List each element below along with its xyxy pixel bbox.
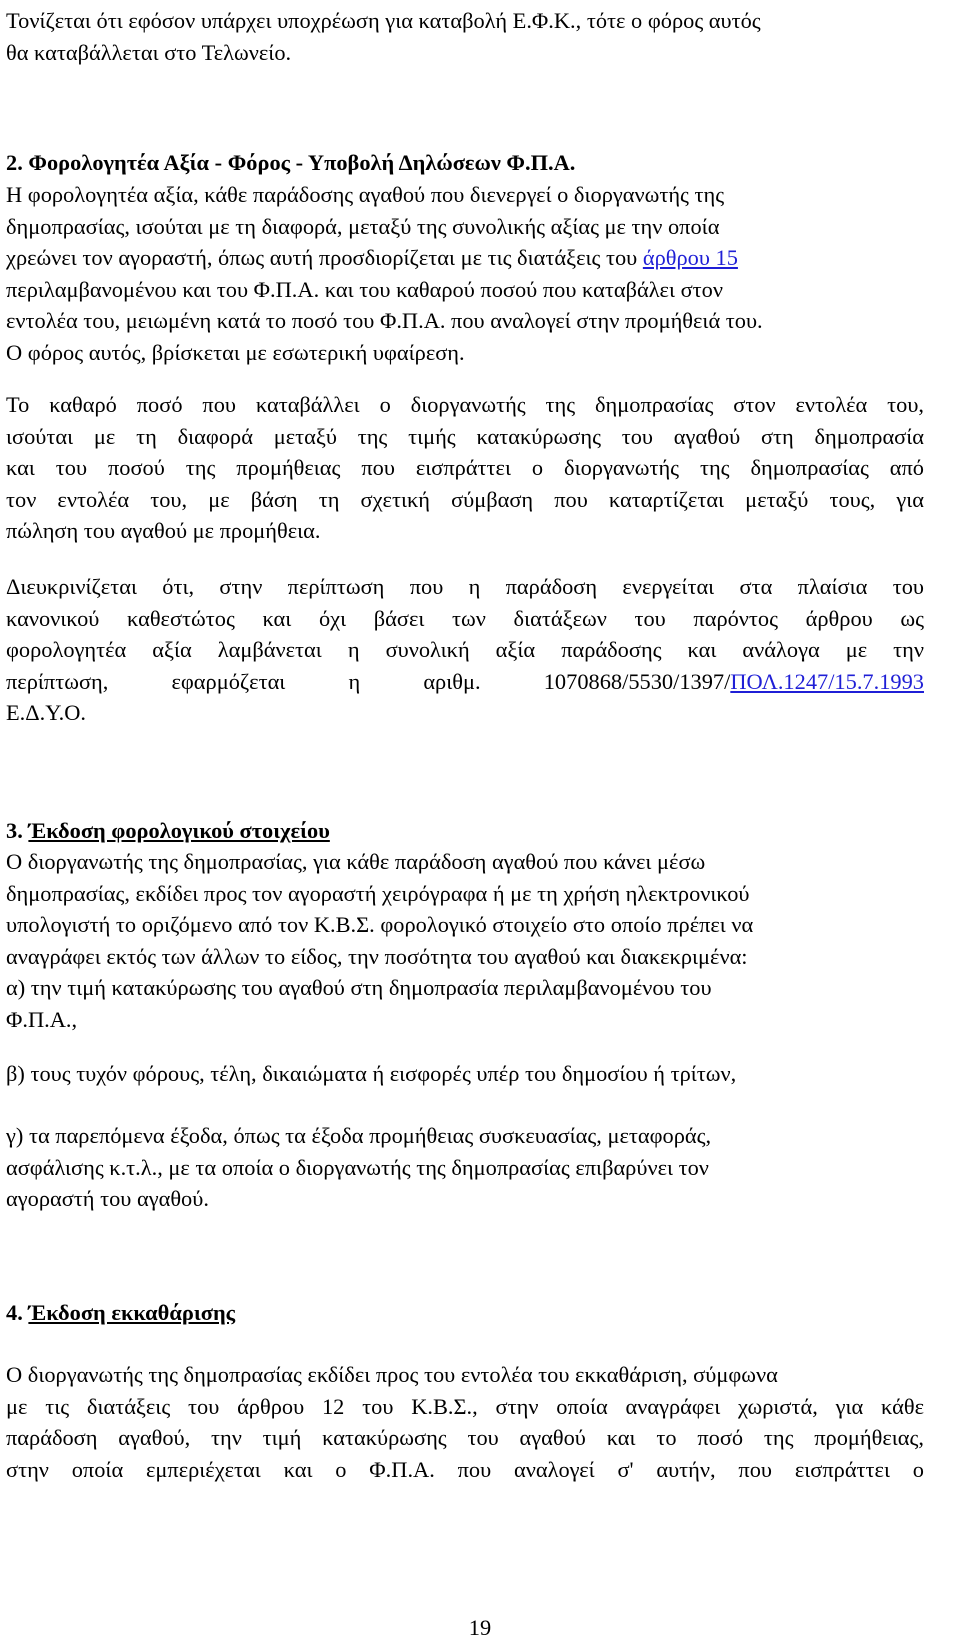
text-line: υπολογιστή το οριζόμενο από τον Κ.Β.Σ. φορολογικό στοιχείο στο οποίο πρέπει να (6, 912, 754, 937)
text-line: εντολέα του, μειωμένη κατά το ποσό του Φ.Π.Α. που αναλογεί στην προμήθειά του. (6, 308, 763, 333)
text-line: τον εντολέα του, με βάση τη σχετική σύμβαση που καταρτίζεται μεταξύ τους, για (6, 486, 924, 512)
page-number: 19 (468, 1615, 492, 1640)
text-line: δημοπρασίας, εκδίδει προς τον αγοραστή χειρόγραφα ή με τη χρήση ηλεκτρονικού (6, 880, 750, 906)
text-line: χρεώνει τον αγοραστή, όπως αυτή προσδιορίζεται με τις διατάξεις του άρθρου 15 (6, 245, 738, 270)
article-15-link[interactable]: άρθρου 15 (642, 245, 738, 270)
text-line: Φ.Π.Α., (6, 1006, 78, 1032)
section-2-paragraph-2 (6, 389, 924, 547)
section-2-paragraph-1 (6, 179, 924, 368)
text-line: πώληση του αγαθού με προμήθεια. (6, 518, 321, 543)
text-line: περίπτωση, εφαρμόζεται η αριθμ. 1070868/5530/1397/ΠΟΛ.1247/15.7.1993 (6, 668, 924, 694)
text-line: περιλαμβανομένου και του Φ.Π.Α. και του καθαρού ποσού που καταβάλει στον (6, 276, 723, 302)
text-line: κανονικού καθεστώτος και όχι βάσει των διατάξεων του παρόντος άρθρου ως (6, 605, 924, 631)
section-3-paragraph (6, 846, 924, 1035)
text-line: α) την τιμή κατακύρωσης του αγαθού στη δημοπρασία περιλαμβανομένου του (6, 975, 712, 1000)
text-line: Τονίζεται ότι εφόσον υπάρχει υποχρέωση για καταβολή Ε.Φ.Κ., τότε ο φόρος αυτός (6, 8, 761, 33)
pol-circular-link[interactable]: ΠΟΛ.1247/15.7.1993 (730, 668, 924, 694)
text-line: θα καταβάλλεται στο Τελωνείο. (6, 39, 292, 65)
text-line: Το καθαρό ποσό που καταβάλλει ο διοργανωτής της δημοπρασίας στον εντολέα του, (6, 392, 924, 417)
section-3-item-b: β) τους τυχόν φόρους, τέλη, δικαιώματα ή εισφορές υπέρ του δημοσίου ή τρίτων, (6, 1061, 737, 1086)
text-line: Ο διοργανωτής της δημοπρασίας εκδίδει προς του εντολέα του εκκαθάριση, σύμφωνα (6, 1362, 778, 1387)
section-2-paragraph-3 (6, 571, 924, 729)
text-line: Διευκρινίζεται ότι, στην περίπτωση που η παράδοση ενεργείται στα πλαίσια του (6, 574, 924, 599)
text-line: Η φορολογητέα αξία, κάθε παράδοσης αγαθού που διενεργεί ο διοργανωτής της (6, 182, 725, 207)
text-line: ασφάλισης κ.τ.λ., με τα οποία ο διοργανωτής της δημοπρασίας επιβαρύνει τον (6, 1154, 709, 1180)
section-3-item-c (6, 1120, 924, 1215)
section-4-paragraph (6, 1359, 924, 1485)
section-2-heading: 2. Φορολογητέα Αξία - Φόρος - Υποβολή Δηλώσεων Φ.Π.Α. (6, 150, 576, 175)
section-4-heading: 4. Έκδοση εκκαθάρισης (6, 1300, 236, 1325)
text-line: Ο φόρος αυτός, βρίσκεται με εσωτερική υφαίρεση. (6, 339, 465, 365)
text-line: στην οποία εμπεριέχεται και ο Φ.Π.Α. που αναλογεί σ' αυτήν, που εισπράττει ο (6, 1456, 924, 1482)
text-line: αναγράφει εκτός των άλλων το είδος, την ποσότητα του αγαθού και διακεκριμένα: (6, 943, 748, 969)
text-line: παράδοση αγαθού, την τιμή κατακύρωσης του αγαθού και το ποσό της προμήθειας, (6, 1425, 924, 1450)
text-line: με τις διατάξεις του άρθρου 12 του Κ.Β.Σ., στην οποία αναγράφει χωριστά, για κάθε (6, 1393, 924, 1419)
intro-paragraph (6, 5, 924, 68)
text-line: αγοραστή του αγαθού. (6, 1186, 209, 1211)
text-line: και του ποσού της προμήθειας που εισπράττει ο διοργανωτής της δημοπρασίας από (6, 455, 924, 480)
text-line: Ε.Δ.Υ.Ο. (6, 700, 87, 725)
text-line: γ) τα παρεπόμενα έξοδα, όπως τα έξοδα προμήθειας συσκευασίας, μεταφοράς, (6, 1123, 712, 1148)
text-line: φορολογητέα αξία λαμβάνεται η συνολική αξία παράδοσης και ανάλογα με την (6, 637, 924, 662)
section-3-heading: 3. Έκδοση φορολογικού στοιχείου (6, 818, 330, 843)
text-line: δημοπρασίας, ισούται με τη διαφορά, μεταξύ της συνολικής αξίας με την οποία (6, 213, 720, 239)
text-line: Ο διοργανωτής της δημοπρασίας, για κάθε παράδοση αγαθού που κάνει μέσω (6, 849, 706, 874)
text-line: ισούται με τη διαφορά μεταξύ της τιμής κατακύρωσης του αγαθού στη δημοπρασία (6, 423, 924, 449)
